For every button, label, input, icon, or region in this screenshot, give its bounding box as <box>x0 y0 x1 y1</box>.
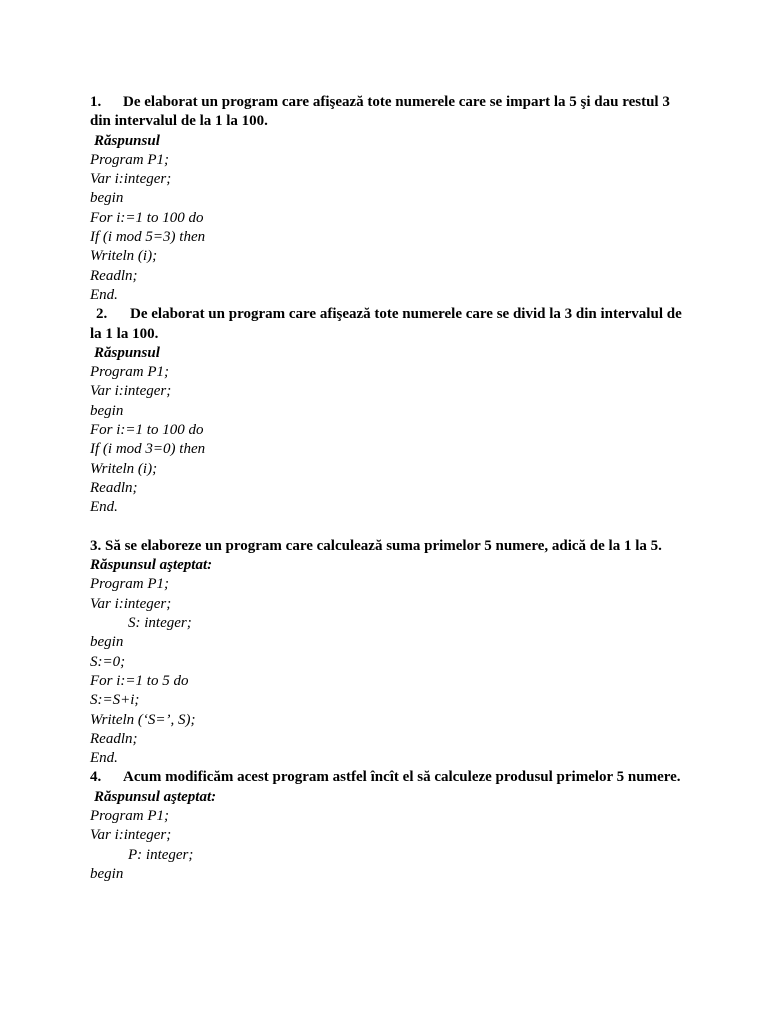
code-line: Readln; <box>90 267 138 284</box>
paragraph-gap <box>90 518 690 537</box>
code-line: begin <box>90 190 124 207</box>
question-4 <box>90 768 690 787</box>
code-line: Var i:integer; <box>90 171 172 188</box>
code-line: For i:=1 to 5 do <box>90 672 189 689</box>
code-line: begin <box>90 865 124 882</box>
code-line: S:=0; <box>90 653 126 670</box>
code-line: Var i:integer; <box>90 827 172 844</box>
question-2-number: 2. <box>96 306 108 323</box>
code-line: End. <box>90 499 118 516</box>
code-line: Writeln (‘S=’, S); <box>90 711 196 728</box>
answer-label-2: Răspunsul <box>94 344 160 361</box>
code-line: S: integer; <box>128 615 192 632</box>
code-line: For i:=1 to 100 do <box>90 422 204 439</box>
code-line: Readln; <box>90 479 138 496</box>
code-line: Var i:integer; <box>90 383 172 400</box>
answer-label-4: Răspunsul aşteptat: <box>94 788 217 805</box>
question-3-number: 3. <box>90 537 102 554</box>
code-line: End. <box>90 286 118 303</box>
code-line: If (i mod 5=3) then <box>90 229 206 246</box>
code-line: Program P1; <box>90 151 170 168</box>
code-line: Writeln (i); <box>90 460 158 477</box>
code-line: S:=S+i; <box>90 692 140 709</box>
answer-label-1: Răspunsul <box>94 132 160 149</box>
code-line: Program P1; <box>90 576 170 593</box>
question-4-number: 4. <box>90 769 102 786</box>
question-3 <box>90 537 690 556</box>
code-line: Writeln (i); <box>90 248 158 265</box>
question-2 <box>90 305 690 344</box>
document-content <box>90 93 690 884</box>
question-4-text: Acum modificăm acest program astfel încît el să calculeze produsul primelor 5 numere. <box>123 769 681 786</box>
code-line: For i:=1 to 100 do <box>90 209 204 226</box>
code-line: End. <box>90 750 118 767</box>
question-1-text: De elaborat un program care afişează tote numerele care se impart la 5 şi dau restul 3 din intervalul de la 1 la 100. <box>90 94 670 130</box>
code-line: If (i mod 3=0) then <box>90 441 206 458</box>
question-1-number: 1. <box>90 94 102 110</box>
code-line: begin <box>90 634 124 651</box>
code-line: Var i:integer; <box>90 595 172 612</box>
code-line: Program P1; <box>90 364 170 381</box>
question-3-text: Să se elaboreze un program care calculează suma primelor 5 numere, adică de la 1 la 5. <box>105 537 662 554</box>
code-line: Program P1; <box>90 807 170 824</box>
question-1 <box>90 93 690 132</box>
code-line: P: integer; <box>128 846 194 863</box>
question-2-text: De elaborat un program care afişează tote numerele care se divid la 3 din intervalul de la 1 la 100. <box>90 306 682 342</box>
code-line: begin <box>90 402 124 419</box>
answer-label-3: Răspunsul aşteptat: <box>90 557 213 574</box>
code-line: Readln; <box>90 730 138 747</box>
